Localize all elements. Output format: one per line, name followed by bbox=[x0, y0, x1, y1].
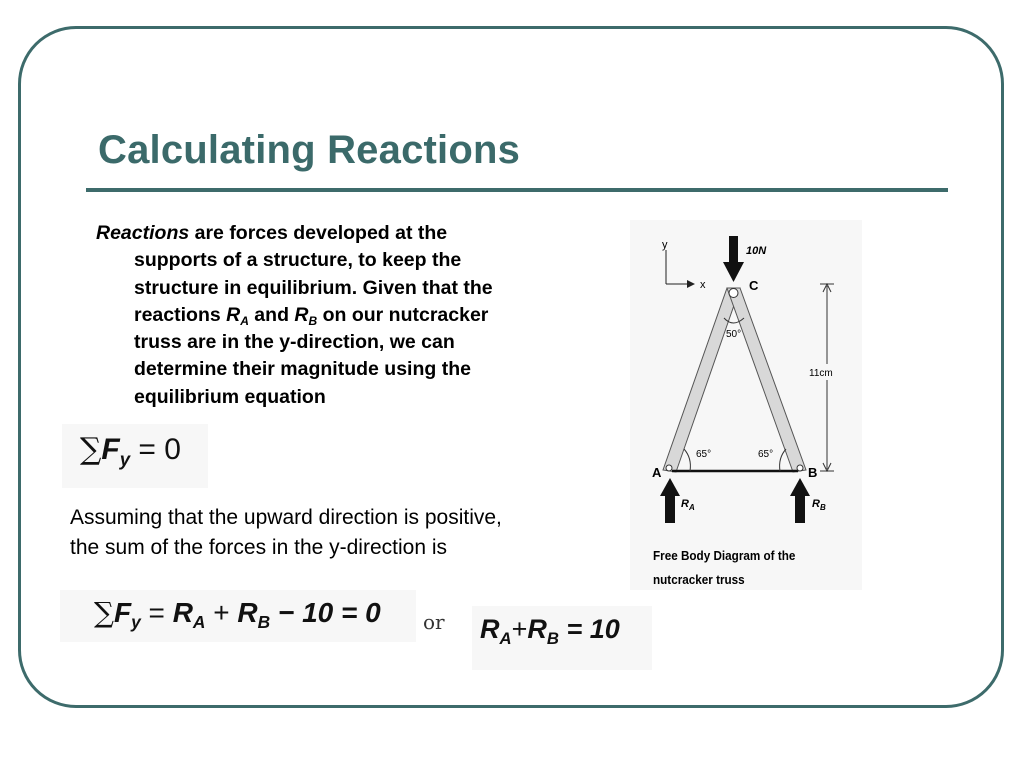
force-subscript: y bbox=[119, 448, 131, 470]
assumption-line-1: Assuming that the upward direction is positive, bbox=[70, 506, 502, 529]
load-arrow-head bbox=[723, 262, 744, 282]
node-b-pin bbox=[797, 465, 803, 471]
paragraph-text: on our nutcracker bbox=[317, 303, 489, 326]
reaction-a-label: $R_A$ bbox=[681, 498, 695, 512]
caption-line-2: nutcracker truss bbox=[653, 572, 745, 587]
symbol-rb: R bbox=[527, 614, 547, 644]
truss-leg-left bbox=[663, 288, 740, 472]
angle-a-arc bbox=[684, 449, 690, 471]
force-symbol: F bbox=[101, 433, 120, 466]
paragraph-line-6: determine their magnitude using the bbox=[134, 358, 471, 381]
apex-label: C bbox=[749, 278, 759, 293]
rb-subscript: B bbox=[546, 628, 559, 648]
symbol-rb: R bbox=[237, 597, 258, 628]
force-subscript: y bbox=[131, 612, 141, 633]
symbol-rb: $R_B$ bbox=[294, 303, 318, 328]
apex-angle-label: 50° bbox=[726, 329, 742, 340]
paragraph-line-2: supports of a structure, to keep the bbox=[134, 249, 462, 272]
or-text: or bbox=[423, 610, 445, 634]
term-reactions: Reactions bbox=[96, 222, 190, 244]
equation-rhs: = 0 bbox=[130, 433, 181, 466]
sigma-symbol: ∑ bbox=[94, 596, 114, 629]
angle-b-arc bbox=[780, 449, 786, 471]
sigma-symbol: ∑ bbox=[80, 432, 102, 467]
y-axis-label: y bbox=[662, 239, 668, 251]
paragraph-text: and bbox=[248, 303, 295, 326]
load-label: 10N bbox=[746, 245, 767, 257]
symbol-ra: R bbox=[480, 614, 500, 644]
reaction-b-label: $R_B$ bbox=[812, 498, 826, 512]
symbol-ra: $R_A$ bbox=[226, 303, 249, 328]
ra-subscript: A bbox=[499, 628, 512, 648]
paragraph-line-3: structure in equilibrium. Given that the bbox=[134, 276, 493, 299]
paragraph-text: are forces developed at the bbox=[189, 222, 448, 244]
diagram-caption bbox=[653, 544, 795, 592]
truss-leg-right bbox=[727, 288, 806, 472]
node-a-pin bbox=[666, 465, 672, 471]
height-label: 11cm bbox=[809, 368, 833, 379]
x-axis-label: x bbox=[700, 279, 706, 291]
node-a-label: A bbox=[652, 465, 662, 480]
plus-sign: + bbox=[511, 614, 528, 644]
caption-line-1: Free Body Diagram of the bbox=[653, 548, 796, 563]
symbol-ra: R bbox=[172, 597, 193, 628]
assumption-line-2: the sum of the forces in the y-direction is bbox=[70, 536, 448, 559]
reaction-b-arrow-shaft bbox=[795, 495, 805, 523]
reaction-a-arrow-head bbox=[660, 478, 680, 496]
slide-title: Calculating Reactions bbox=[98, 128, 521, 172]
paragraph-text: reactions bbox=[134, 303, 227, 326]
load-arrow-shaft bbox=[729, 236, 738, 264]
equals-sign: = bbox=[140, 597, 173, 628]
paragraph-line-5: truss are in the y-direction, we can bbox=[134, 331, 455, 354]
equation-rest: − 10 = 0 bbox=[270, 597, 381, 628]
node-b-label: B bbox=[808, 465, 818, 480]
rb-subscript: B bbox=[257, 612, 271, 633]
angle-b-label: 65° bbox=[758, 449, 774, 460]
ra-subscript: A bbox=[192, 612, 206, 633]
force-symbol: F bbox=[114, 597, 132, 628]
reaction-a-arrow-shaft bbox=[665, 495, 675, 523]
angle-a-label: 65° bbox=[696, 449, 712, 460]
paragraph-line-7: equilibrium equation bbox=[134, 385, 326, 408]
reaction-b-arrow-head bbox=[790, 478, 810, 496]
apex-pin bbox=[729, 289, 738, 298]
plus-sign: + bbox=[205, 597, 238, 628]
equation-rest: = 10 bbox=[558, 614, 620, 644]
